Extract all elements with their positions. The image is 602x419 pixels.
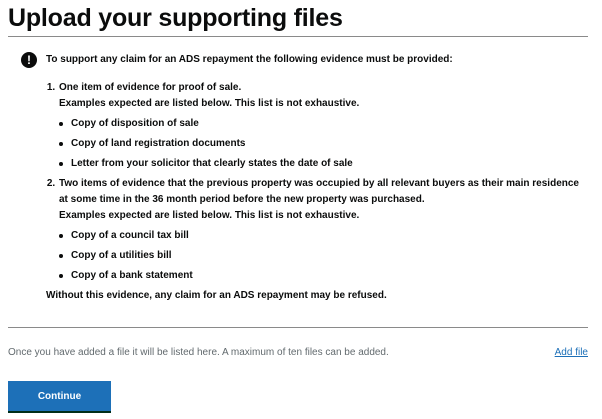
files-empty-hint: Once you have added a file it will be listed here. A maximum of ten files can be added.: [8, 347, 389, 358]
list-item: Letter from your solicitor that clearly states the date of sale: [59, 156, 586, 172]
warning-icon: !: [21, 52, 37, 68]
section-divider-bottom: [8, 327, 588, 328]
notice-intro: To support any claim for an ADS repayment the following evidence must be provided:: [46, 54, 453, 65]
list-item: Copy of disposition of sale: [59, 116, 586, 132]
section-divider-top: [8, 36, 588, 37]
evidence-group-heading: 1. One item of evidence for proof of sale.: [59, 82, 242, 93]
continue-button[interactable]: Continue: [8, 381, 111, 411]
evidence-examples-list: [59, 228, 586, 284]
evidence-group-sale: [58, 80, 586, 172]
list-item: Copy of land registration documents: [59, 136, 586, 152]
evidence-groups: [46, 80, 586, 284]
add-file-link[interactable]: Add file: [554, 347, 588, 358]
evidence-group-subheading: Examples expected are listed below. This list is not exhaustive.: [59, 210, 360, 221]
evidence-group-heading: 2. Two items of evidence that the previous property was occupied by all relevant buyers as their main residence at some time in the 36 month period before the new property was purchased.: [59, 178, 579, 205]
evidence-examples-list: [59, 116, 586, 172]
notice-outro: Without this evidence, any claim for an ADS repayment may be refused.: [46, 290, 387, 301]
list-item: Copy of a council tax bill: [59, 228, 586, 244]
list-item: Copy of a utilities bill: [59, 248, 586, 264]
list-item: Copy of a bank statement: [59, 268, 586, 284]
evidence-group-subheading: Examples expected are listed below. This list is not exhaustive.: [59, 98, 360, 109]
evidence-group-residence: [58, 176, 586, 284]
page-title: Upload your supporting files: [8, 4, 343, 32]
evidence-notice: [46, 52, 586, 304]
